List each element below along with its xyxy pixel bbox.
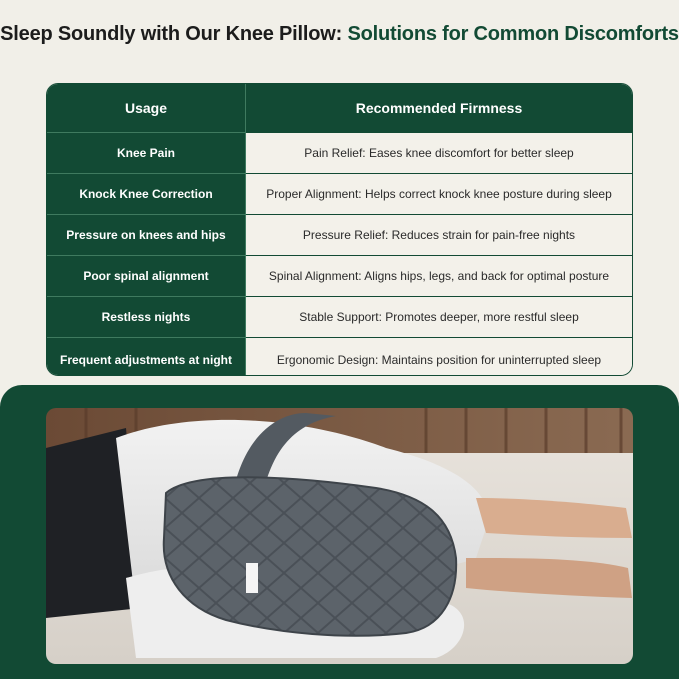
headline-part-accent: Solutions for Common Discomforts: [347, 23, 679, 45]
firmness-cell: Spinal Alignment: Aligns hips, legs, and back for optimal posture: [246, 256, 633, 297]
table-row: [47, 133, 632, 174]
usage-cell: Restless nights: [47, 297, 246, 338]
table-row: [47, 338, 632, 377]
table-row: [47, 297, 632, 338]
knee-pillow-illustration: [46, 408, 633, 664]
usage-cell: Knock Knee Correction: [47, 174, 246, 215]
column-header-usage: Usage: [47, 84, 246, 133]
usage-cell: Knee Pain: [47, 133, 246, 174]
usage-cell: Pressure on knees and hips: [47, 215, 246, 256]
product-photo: [46, 408, 633, 664]
headline-part-main: Sleep Soundly with Our Knee Pillow:: [0, 23, 348, 45]
page-headline: [0, 20, 679, 49]
column-header-firmness: Recommended Firmness: [246, 84, 633, 133]
table-row: [47, 174, 632, 215]
firmness-cell: Stable Support: Promotes deeper, more restful sleep: [246, 297, 633, 338]
table-row: [47, 256, 632, 297]
firmness-cell: Pressure Relief: Reduces strain for pain-free nights: [246, 215, 633, 256]
firmness-cell: Proper Alignment: Helps correct knock knee posture during sleep: [246, 174, 633, 215]
table-row: [47, 215, 632, 256]
firmness-cell: Ergonomic Design: Maintains position for uninterrupted sleep: [246, 338, 633, 377]
usage-firmness-table: [46, 83, 633, 376]
table-header-row: [47, 84, 632, 133]
usage-cell: Poor spinal alignment: [47, 256, 246, 297]
firmness-cell: Pain Relief: Eases knee discomfort for better sleep: [246, 133, 633, 174]
usage-cell: Frequent adjustments at night: [47, 338, 246, 377]
